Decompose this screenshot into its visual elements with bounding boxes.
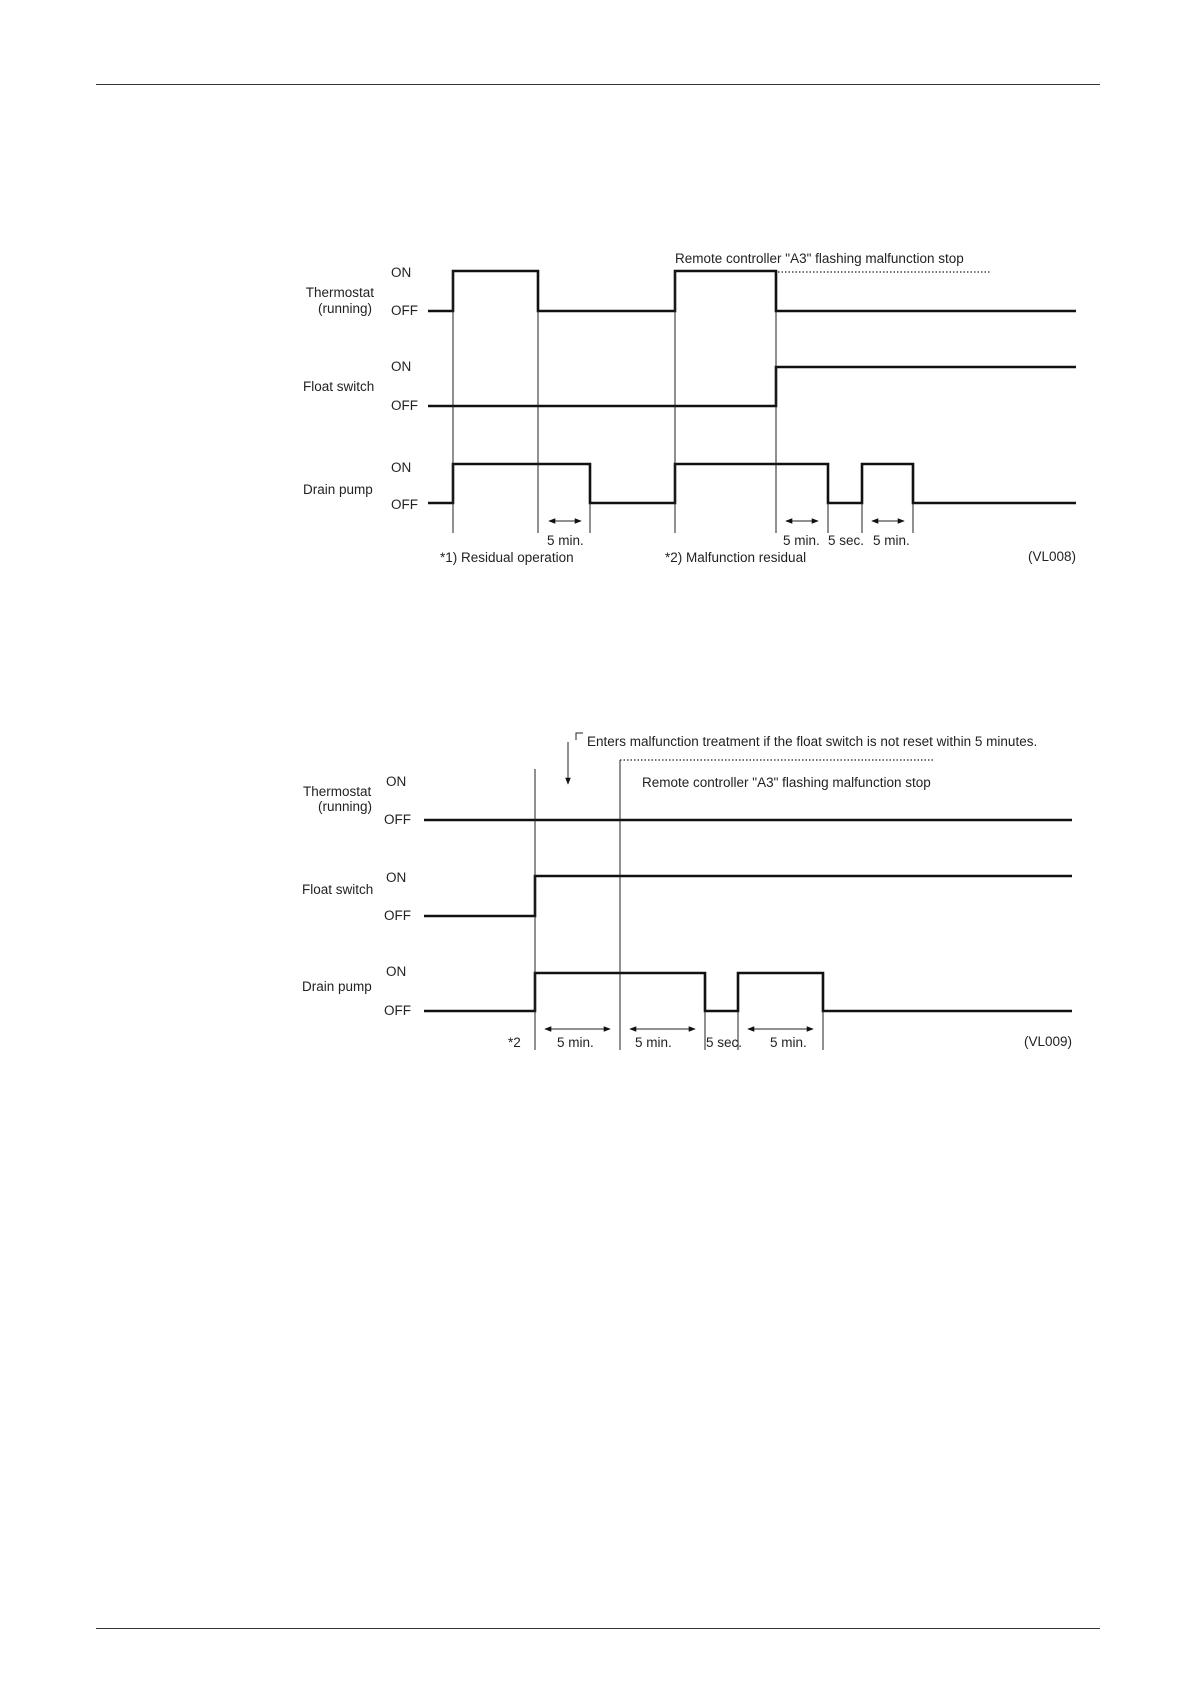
float-switch-on-label: ON [391, 359, 412, 374]
figure-code: (VL008) [1027, 549, 1076, 564]
drain-pump-label: Drain pump [303, 482, 373, 497]
thermostat-on-label: ON [386, 774, 407, 789]
annotation-a3-stop: Remote controller "A3" flashing malfunction stop [642, 775, 931, 790]
note-malfunction-residual: *2) Malfunction residual [665, 550, 807, 565]
drain-pump-on-label: ON [391, 460, 412, 475]
duration-label: 5 sec. [828, 533, 865, 548]
duration-label: 5 min. [547, 533, 584, 548]
duration-label: 5 sec. [706, 1035, 743, 1050]
timing-diagram-vl008 [303, 251, 1076, 565]
marker-label: *2 [508, 1035, 521, 1050]
thermostat-label: Thermostat [303, 784, 372, 799]
thermostat-signal [428, 271, 1076, 311]
drain-pump-off-label: OFF [391, 497, 418, 512]
drain-pump-off-label: OFF [384, 1003, 411, 1018]
drain-pump-signal [424, 973, 1072, 1011]
figure-code: (VL009) [1023, 1034, 1072, 1049]
thermostat-sub-label: (running) [318, 799, 373, 814]
thermostat-off-label: OFF [384, 812, 411, 827]
float-switch-off-label: OFF [384, 908, 411, 923]
float-switch-signal [428, 367, 1076, 406]
float-switch-label: Float switch [302, 882, 374, 897]
note-residual-operation: *1) Residual operation [440, 550, 574, 565]
duration-label: 5 min. [770, 1035, 807, 1050]
drain-pump-label: Drain pump [302, 979, 372, 994]
drain-pump-on-label: ON [386, 964, 407, 979]
float-switch-off-label: OFF [391, 398, 418, 413]
timing-diagram-vl009 [302, 733, 1072, 1050]
thermostat-off-label: OFF [391, 303, 418, 318]
duration-label: 5 min. [873, 533, 910, 548]
float-switch-label: Float switch [303, 379, 375, 394]
drain-pump-signal [428, 464, 1076, 503]
annotation-a3-stop: Remote controller "A3" flashing malfunction stop [675, 251, 964, 266]
annotation-bracket [576, 733, 583, 740]
float-switch-on-label: ON [386, 870, 407, 885]
thermostat-on-label: ON [391, 265, 412, 280]
thermostat-sub-label: (running) [317, 301, 372, 316]
thermostat-label: Thermostat [305, 285, 374, 300]
duration-label: 5 min. [783, 533, 820, 548]
float-switch-signal [424, 876, 1072, 916]
duration-label: 5 min. [557, 1035, 594, 1050]
annotation-float-reset: Enters malfunction treatment if the float switch is not reset within 5 minutes. [587, 734, 1038, 749]
duration-label: 5 min. [635, 1035, 672, 1050]
